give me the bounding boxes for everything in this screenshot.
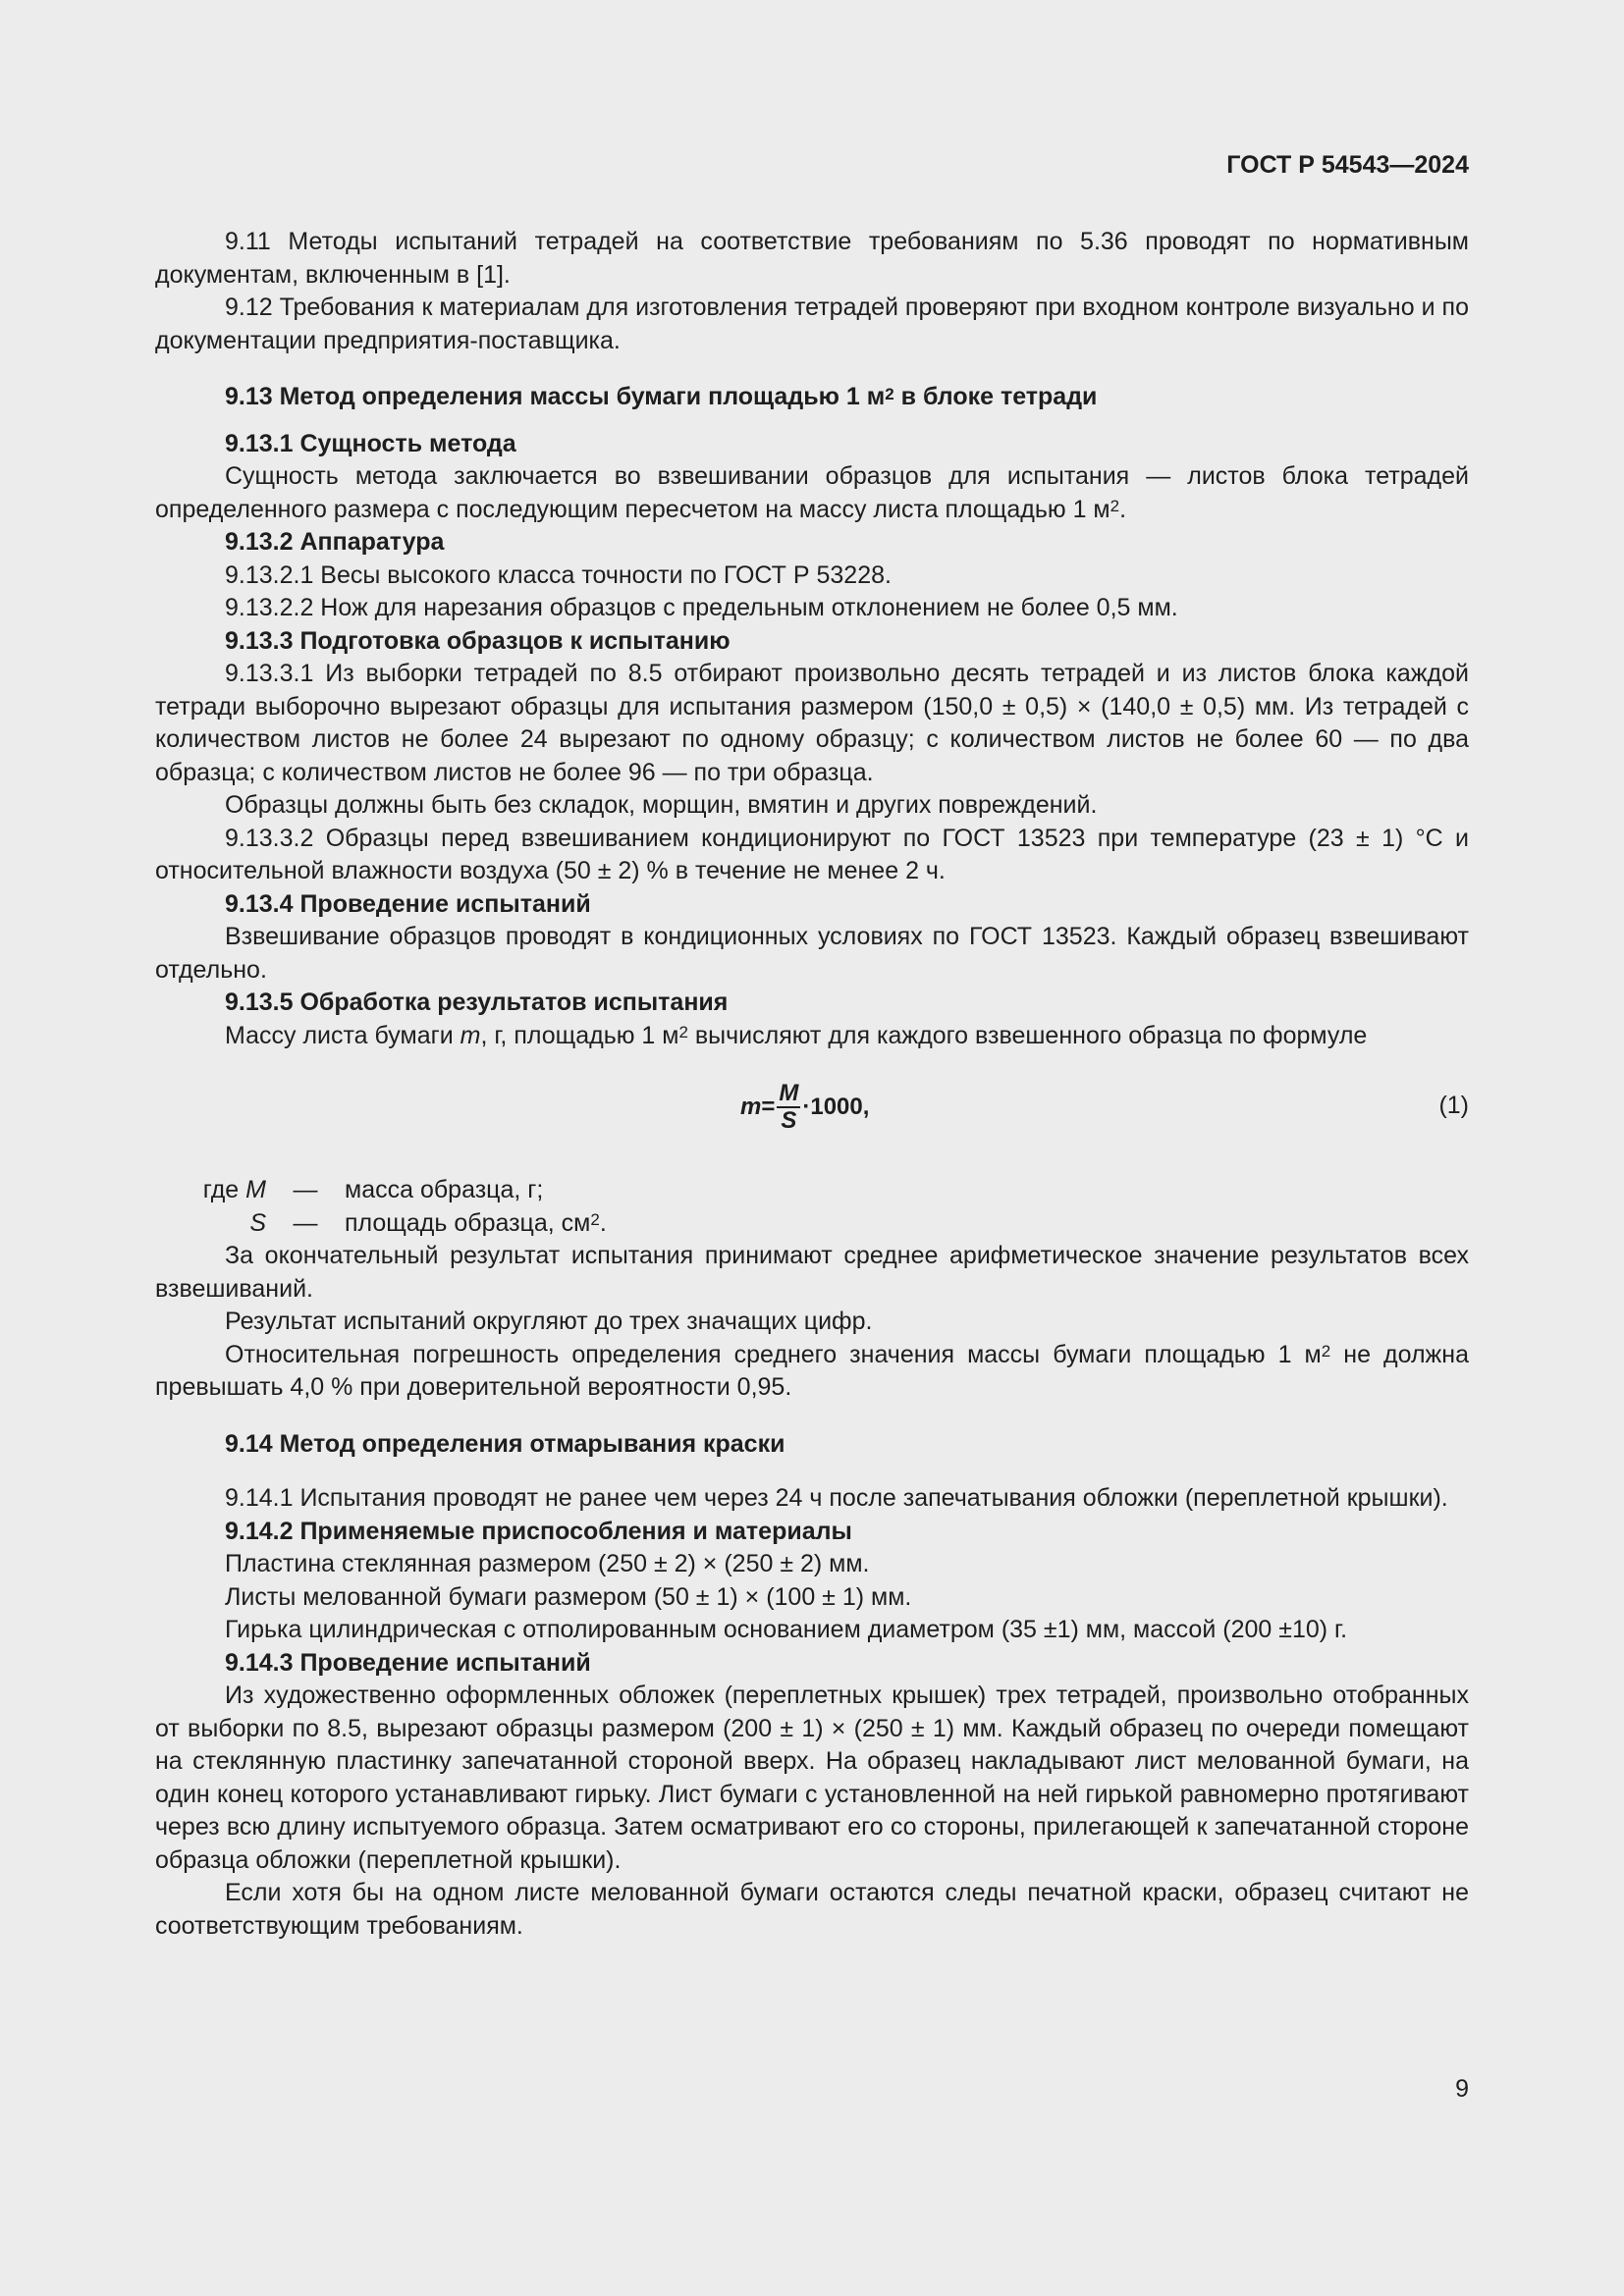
paragraph-rounding: Результат испытаний округляют до трех значащих цифр. [225,1308,873,1335]
paragraph-error-text: Относительная погрешность определения среднего значения массы бумаги площадью 1 м [225,1340,1322,1368]
paragraph-9-14-3: Из художественно оформленных обложек (переплетных крышек) трех тетрадей, произвольно отобранных от выборки по 8.5, вырезают образцы размером (200 ± 1) × (250 ± 1) мм. Каждый образец по очереди помещают на стеклянную пластинку запечатанной стороной вверх. На образец накладывают лист мелованной бумаги, на один конец которого устанавливают гирьку. Лист бумаги с установленной на ней гирькой равномерно протягивают через всю длину испытуемого образца. Затем осматривают его со стороны, прилегающей к запечатанной стороне образца обложки (переплетной крышки). [155,1682,1469,1874]
heading-9-13-2: 9.13.2 Аппаратура [225,528,445,556]
formula-lhs: m [740,1094,762,1121]
paragraph-sheets: Листы мелованной бумаги размером (50 ± 1) × (100 ± 1) мм. [225,1582,912,1611]
standard-header: ГОСТ Р 54543—2024 [1226,151,1469,179]
where-symbol-m [155,1174,266,1207]
heading-9-13-3: 9.13.3 Подготовка образцов к испытанию [225,626,731,655]
heading-9-13-5: 9.13.5 Обработка результатов испытания [225,988,729,1016]
where-dash-s: — [293,1208,318,1237]
heading-9-13-tail: в блоке тетради [893,383,1098,410]
paragraph-9-13-1-sup: 2 [1110,497,1120,516]
paragraph-9-13-5-var: m [460,1021,481,1049]
paragraph-9-13-3-1: 9.13.3.1 Из выборки тетрадей по 8.5 отбирают произвольно десять тетрадей и из листов блока каждой тетради выборочно вырезают образцы для испытания размером (150,0 ± 0,5) × (140,0 ± 0,5) мм. Из тетрадей с количеством листов не более 24 вырезают по одному образцу; с количеством листов не более 60 — по два образца; с количеством листов не более 96 — по три образца. [155,660,1469,786]
heading-9-13-1: 9.13.1 Сущность метода [225,429,516,457]
paragraph-9-14-1: 9.14.1 Испытания проводят не ранее чем через 24 ч после запечатывания обложки (переплетной крышки). [225,1484,1448,1512]
paragraph-9-13-4: Взвешивание образцов проводят в кондиционных условиях по ГОСТ 13523. Каждый образец взвешивают отдельно. [155,923,1469,984]
paragraph-9-12: 9.12 Требования к материалам для изготовления тетрадей проверяют при входном контроле визуально и по документации предприятия-поставщика. [155,294,1469,354]
heading-9-14-3: 9.14.3 Проведение испытаний [225,1648,591,1677]
paragraph-9-13-1-text: Сущность метода заключается во взвешивании образцов для испытания — листов блока тетрадей определенного размера с последующим пересчетом на массу листа площадью 1 м [155,462,1469,523]
formula-numerator: M [779,1080,799,1106]
where-label: где [202,1176,240,1203]
paragraph-9-11: 9.11 Методы испытаний тетрадей на соответствие требованиям по 5.36 проводят по нормативным документам, включенным в [1]. [155,228,1469,289]
formula-equals: = [761,1094,776,1121]
where-desc-s-text: площадь образца, см [345,1208,591,1237]
heading-9-13-text: 9.13 Метод определения массы бумаги площадью 1 м [225,383,886,410]
heading-9-14: 9.14 Метод определения отмарывания краски [225,1429,785,1458]
paragraph-9-13-3-2: 9.13.3.2 Образцы перед взвешиванием кондиционируют по ГОСТ 13523 при температуре (23 ± 1) °С и относительной влажности воздуха (50 ± 2) % в течение не менее 2 ч. [155,824,1469,884]
heading-9-13 [155,381,1469,414]
where-desc-s-tail: . [599,1208,607,1237]
paragraph-9-13-1 [155,460,1469,526]
paragraph-error-tail: не должна превышать 4,0 % при доверительной вероятности 0,95. [155,1340,1469,1401]
paragraph-last: Если хотя бы на одном листе мелованной бумаги остаются следы печатной краски, образец считают не соответствующим требованиям. [155,1879,1469,1940]
paragraph-9-13-2-1: 9.13.2.1 Весы высокого класса точности по ГОСТ Р 53228. [225,561,892,589]
paragraph-final-result: За окончательный результат испытания принимают среднее арифметическое значение результатов всех взвешиваний. [155,1242,1469,1303]
paragraph-9-13-1-tail: . [1119,495,1127,523]
formula-expression [740,1068,869,1147]
formula-denominator: S [781,1107,797,1134]
paragraph-9-13-2-2: 9.13.2.2 Нож для нарезания образцов с предельным отклонением не более 0,5 мм. [225,594,1178,621]
paragraph-weight: Гирька цилиндрическая с отполированным основанием диаметром (35 ±1) мм, массой (200 ±10) г. [225,1616,1348,1643]
paragraph-error-sup: 2 [1321,1342,1331,1362]
where-desc-s-sup: 2 [590,1210,600,1230]
where-symbol-s [155,1207,266,1241]
where-symbol-s-var: S [249,1208,266,1237]
where-block [155,1174,1469,1240]
formula-fraction [777,1081,800,1134]
where-row-s [155,1207,1469,1241]
page-number: 9 [1455,2075,1469,2103]
where-row-m [155,1174,1469,1207]
heading-9-13-4: 9.13.4 Проведение испытаний [225,889,591,918]
formula-multiplier: ·1000, [802,1094,870,1121]
heading-9-14-2: 9.14.2 Применяемые приспособления и материалы [225,1517,852,1545]
heading-9-13-sup: 2 [885,384,894,403]
paragraph-9-13-5-tail: вычисляют для каждого взвешенного образца по формуле [687,1021,1368,1049]
paragraph-samples: Образцы должны быть без складок, морщин, вмятин и других повреждений. [225,791,1098,819]
paragraph-9-13-5-sup: 2 [678,1023,688,1042]
paragraph-9-13-5-pre: Массу листа бумаги [225,1021,460,1049]
equation-number: (1) [1438,1092,1469,1119]
paragraph-error [155,1339,1469,1405]
where-desc-m: масса образца, г; [345,1176,544,1203]
paragraph-9-13-5 [155,1020,1469,1053]
where-desc-s [345,1207,607,1241]
formula-block [155,1068,1469,1156]
document-body [155,226,1469,1943]
where-dash-m: — [293,1176,318,1203]
where-symbol-m-var: M [245,1176,266,1203]
paragraph-plate: Пластина стеклянная размером (250 ± 2) × (250 ± 2) мм. [225,1550,870,1577]
paragraph-9-13-5-mid: , г, площадью 1 м [480,1021,679,1049]
